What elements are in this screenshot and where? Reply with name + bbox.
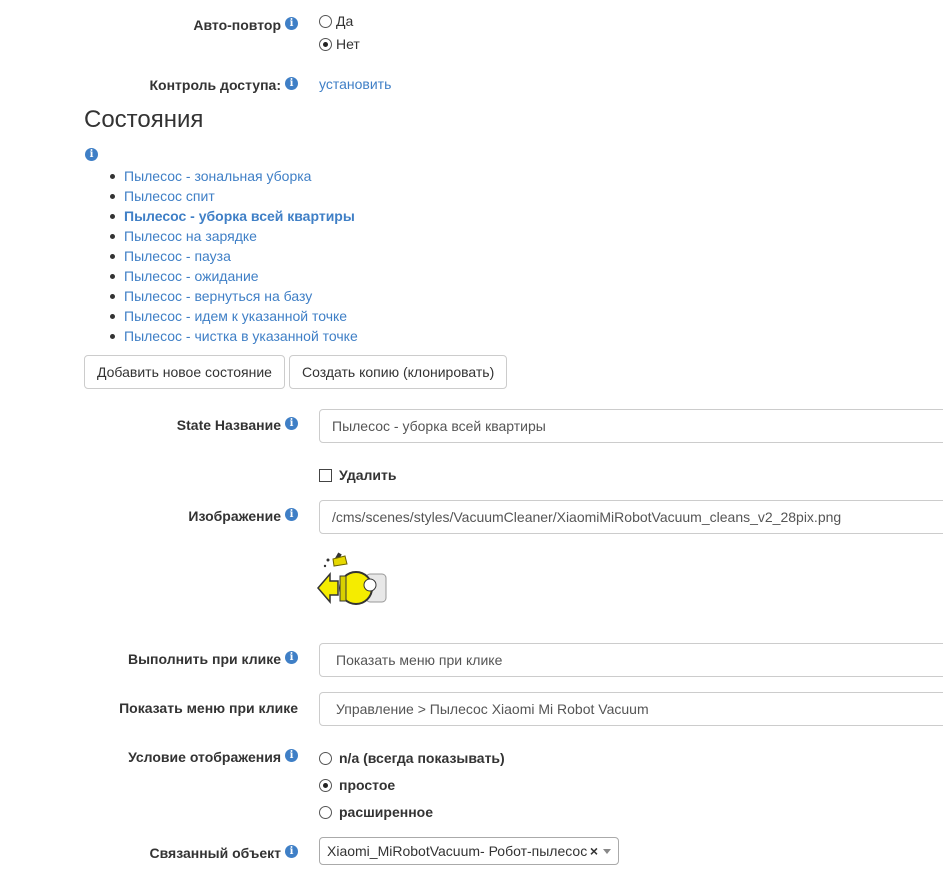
state-item[interactable]: Пылесос - зональная уборка [106,166,358,186]
show-menu-select[interactable]: Управление > Пылесос Xiaomi Mi Robot Vacuum [319,692,943,726]
linked-object-select[interactable] [319,837,619,865]
auto-repeat-yes-label: Да [336,13,354,29]
display-condition-label: Условие отображения [128,749,281,765]
state-item[interactable]: Пылесос - пауза [106,246,358,266]
vacuum-image-preview [316,550,388,608]
clear-icon[interactable]: × [589,843,598,859]
state-item[interactable]: Пылесос - ожидание [106,266,358,286]
condition-na-radio[interactable] [319,752,332,765]
image-label: Изображение [188,508,281,524]
on-click-label: Выполнить при клике [127,651,281,667]
delete-checkbox[interactable] [319,469,332,482]
access-control-label: Контроль доступа: [149,77,281,93]
info-icon[interactable]: i [285,749,298,762]
state-item[interactable]: Пылесос на зарядке [106,226,358,246]
state-item[interactable]: Пылесос - идем к указанной точке [106,306,358,326]
clone-state-button[interactable]: Создать копию (клонировать) [289,355,507,389]
state-item[interactable]: Пылесос - чистка в указанной точке [106,326,358,346]
auto-repeat-no-label: Нет [336,36,360,52]
state-item-active[interactable]: Пылесос - уборка всей квартиры [106,206,358,226]
info-icon[interactable]: i [285,651,298,664]
condition-na-label: n/a (всегда показывать) [339,750,505,766]
info-icon[interactable]: i [285,17,298,30]
auto-repeat-label: Авто-повтор [193,17,281,33]
info-icon[interactable]: i [285,508,298,521]
states-title: Состояния [84,106,204,133]
condition-simple-label: простое [339,777,396,793]
states-list [106,166,358,346]
info-icon[interactable]: i [285,77,298,90]
show-menu-label: Показать меню при клике [119,700,298,716]
state-name-label: State Название [176,417,281,433]
chevron-down-icon[interactable] [603,849,611,854]
auto-repeat-yes-radio[interactable] [319,15,332,28]
linked-object-label: Связанный объект [149,845,281,861]
info-icon[interactable]: i [85,148,98,161]
state-item[interactable]: Пылесос спит [106,186,358,206]
linked-object-value: Xiaomi_MiRobotVacuum- Робот-пылесос [327,843,588,859]
image-path-input[interactable]: /cms/scenes/styles/VacuumCleaner/XiaomiMiRobotVacuum_cleans_v2_28pix.png [319,500,943,534]
delete-label: Удалить [339,467,397,483]
info-icon[interactable]: i [285,417,298,430]
on-click-select[interactable]: Показать меню при клике [319,643,943,677]
info-icon[interactable]: i [285,845,298,858]
state-name-input[interactable]: Пылесос - уборка всей квартиры [319,409,943,443]
condition-simple-radio[interactable] [319,779,332,792]
add-state-button[interactable]: Добавить новое состояние [84,355,285,389]
auto-repeat-no-radio[interactable] [319,38,332,51]
condition-advanced-label: расширенное [339,804,433,820]
access-control-set-link[interactable]: установить [319,76,392,92]
condition-advanced-radio[interactable] [319,806,332,819]
state-item[interactable]: Пылесос - вернуться на базу [106,286,358,306]
